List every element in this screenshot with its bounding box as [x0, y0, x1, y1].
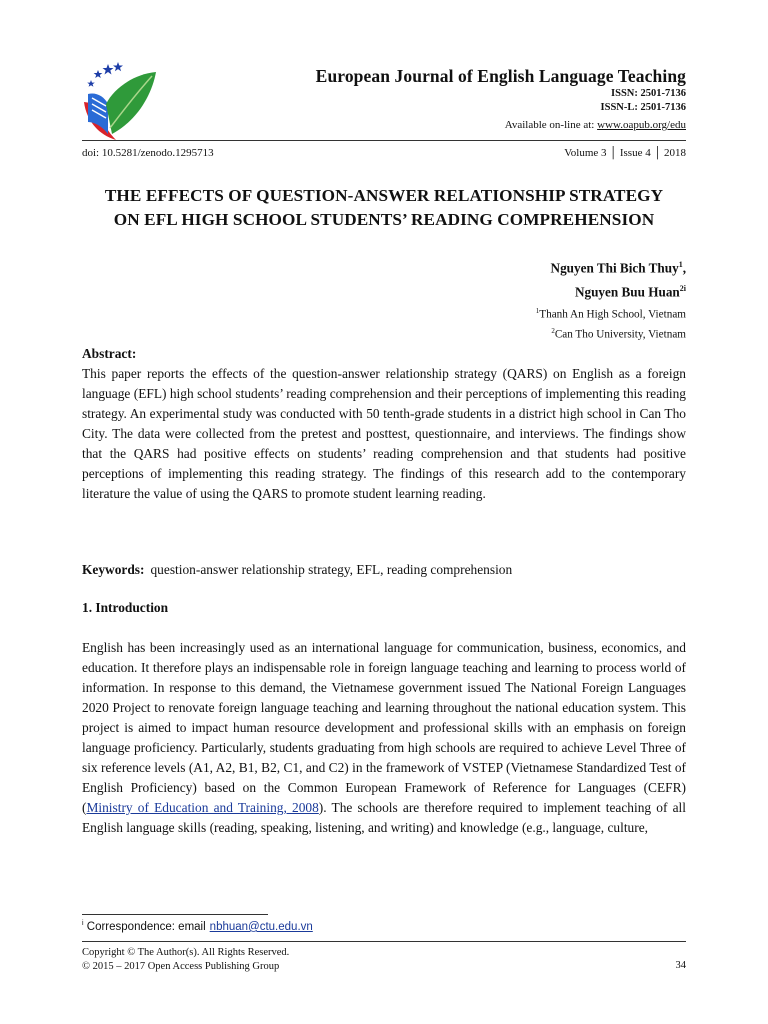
title-line: THE EFFECTS OF QUESTION-ANSWER RELATIONSHIP STRATEGY — [104, 186, 664, 205]
logo-star — [87, 80, 95, 87]
journal-url-link[interactable]: www.oapub.org/edu — [597, 119, 686, 131]
affiliation: $^2$Can Tho University, Vietnam — [551, 326, 686, 341]
logo-star — [113, 62, 123, 71]
affiliation: $^1$Thanh An High School, Vietnam — [535, 306, 686, 321]
author: Nguyen Thi Bich Thuy$^1$, — [550, 260, 686, 276]
section-heading: 1. Introduction — [82, 600, 169, 615]
footnote-label: Correspondence: email — [86, 920, 206, 933]
logo-star — [103, 64, 114, 75]
abstract-heading: Abstract: — [82, 346, 137, 361]
journal-logo — [78, 60, 160, 142]
keywords-line — [82, 560, 686, 580]
issn: ISSN: 2501-7136 — [611, 88, 686, 99]
meta-line — [82, 147, 686, 159]
page-number: 34 — [675, 960, 686, 971]
email-link[interactable]: nbhuan@ctu.edu.vn — [209, 920, 313, 933]
header-rule — [82, 140, 686, 141]
introduction-paragraph: English has been increasingly used as an international language for communication, business, economics, and education. It therefore plays an indispensable role in foreign language teaching and learning to process world of information. In response to this demand, the Vietnamese government issued The National Foreign Languages 2020 Project to renovate foreign language teaching and learning throughout the national education system. This project is aimed to impact human resource development and professional skills with an emphasis on foreign language proficiency. Particularly, students graduating from high schools are required to achieve Level Three of six reference levels (A1, A2, B1, B2, C1, and C2) in the framework of VSTEP (Vietnamese Standardized Test of English Proficiency) based on the Common European Framework of Reference for Languages (CEFR) (Ministry of Education and Training, 2008). The schools are therefore required to implement teaching of all English language skills (reading, speaking, listening, and writing) and knowledge (e.g., language, culture, — [82, 640, 686, 835]
abstract-section — [82, 344, 686, 504]
keywords-label: Keywords: — [82, 562, 145, 577]
volume-issue: Volume 3 │ Issue 4 │ 2018 — [564, 147, 686, 159]
available-label: Available on-line at: — [504, 119, 595, 131]
keywords-text: question-answer relationship strategy, EFL, reading comprehension — [150, 562, 513, 577]
title-line: ON EFL HIGH SCHOOL STUDENTS’ READING COMPREHENSION — [113, 210, 655, 229]
article-title — [82, 184, 686, 232]
abstract-text: This paper reports the effects of the question-answer relationship strategy (QARS) on English as a foreign language (EFL) high school students’ reading comprehension and their perceptions of implementing this reading strategy. An experimental study was conducted with 50 tenth-grade students in a district high school in Can Tho City. The data were collected from the pretest and posttest, questionnaire, and interviews. The findings show that the QARS had positive effects on students’ reading comprehension and that students had positive perceptions of implementing this reading strategy. The findings of this research add to the contemporary literature the value of using the QARS to promote student learning reading. — [82, 366, 686, 501]
availability-line — [316, 117, 686, 133]
issn-l: ISSN-L: 2501-7136 — [600, 102, 686, 113]
logo-green-leaf — [106, 72, 156, 134]
footnote: $^i$ Correspondence: email nbhuan@ctu.edu.vn — [82, 920, 313, 933]
copyright: Copyright © The Author(s). All Rights Reserved. © 2015 – 2017 Open Access Publishing Group — [82, 947, 290, 972]
journal-header — [316, 66, 686, 133]
citation-link[interactable]: Ministry of Education and Training, 2008 — [86, 800, 319, 815]
logo-star — [94, 70, 103, 78]
doi: doi: 10.5281/zenodo.1295713 — [82, 147, 214, 159]
author: Nguyen Buu Huan$^{2i}$ — [574, 284, 686, 300]
footnote-rule — [82, 914, 268, 915]
journal-title: European Journal of English Language Teaching — [315, 66, 686, 86]
author-block — [536, 254, 686, 342]
footer-rule — [82, 941, 686, 942]
